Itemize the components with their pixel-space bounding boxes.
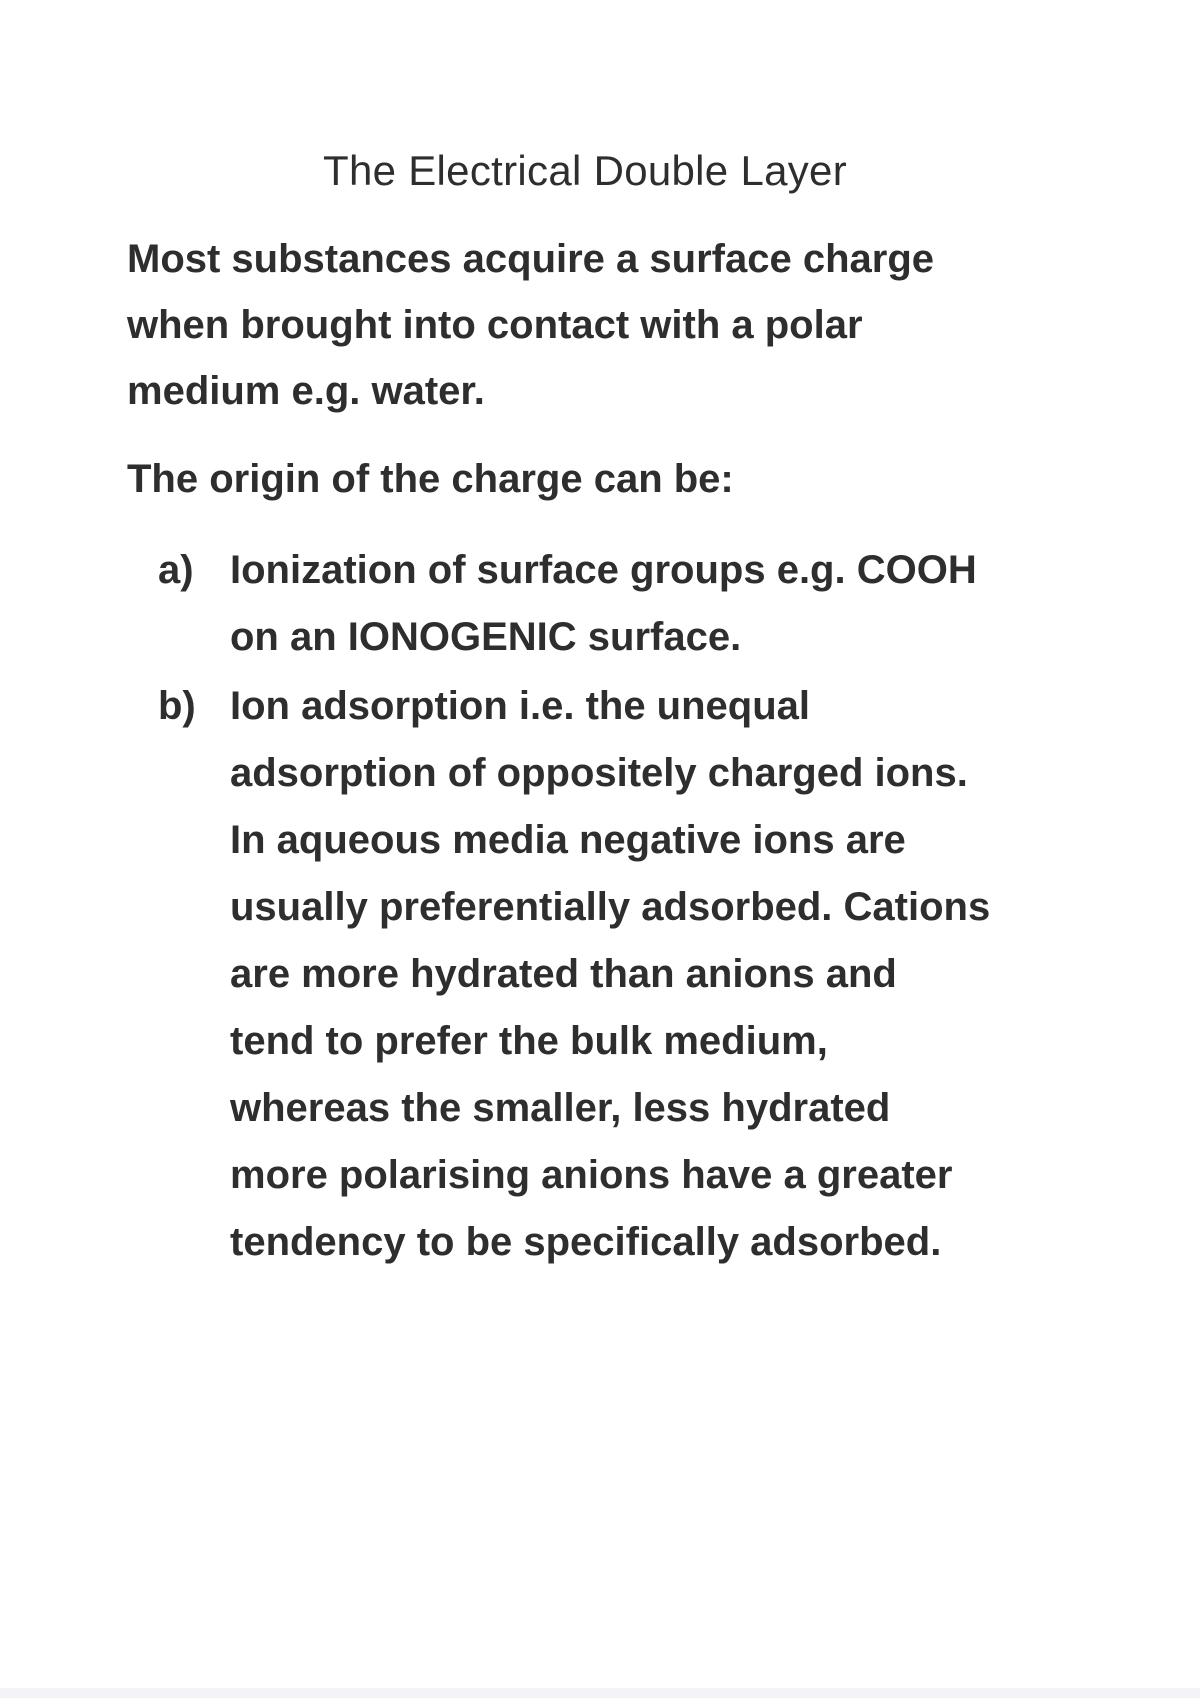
list-item-body (230, 537, 1110, 671)
text-line: more polarising anions have a greater (230, 1153, 953, 1197)
text-line: Most substances acquire a surface charge (127, 237, 934, 281)
text-line: The origin of the charge can be: (127, 457, 734, 501)
origin-paragraph (127, 446, 1087, 512)
text-line: medium e.g. water. (127, 369, 485, 413)
text-line: usually preferentially adsorbed. Cations (230, 885, 991, 929)
list-marker: b) (158, 684, 196, 728)
text-line: on an IONOGENIC surface. (230, 615, 742, 659)
text-line: tendency to be specifically adsorbed. (230, 1220, 942, 1264)
text-line: whereas the smaller, less hydrated (230, 1086, 891, 1130)
text-line: In aqueous media negative ions are (230, 818, 906, 862)
list-marker: a) (158, 548, 194, 592)
text-line: adsorption of oppositely charged ions. (230, 751, 968, 795)
text-line: Ion adsorption i.e. the unequal (230, 684, 811, 728)
text-line: when brought into contact with a polar (127, 303, 863, 347)
text-line: Ionization of surface groups e.g. COOH (230, 548, 977, 592)
intro-paragraph (127, 226, 1087, 424)
scan-edge-divider (0, 1688, 1200, 1698)
page-title: The Electrical Double Layer (322, 147, 847, 194)
text-line: tend to prefer the bulk medium, (230, 1019, 828, 1063)
list-item-body (230, 673, 1110, 1276)
text-line: are more hydrated than anions and (230, 952, 897, 996)
